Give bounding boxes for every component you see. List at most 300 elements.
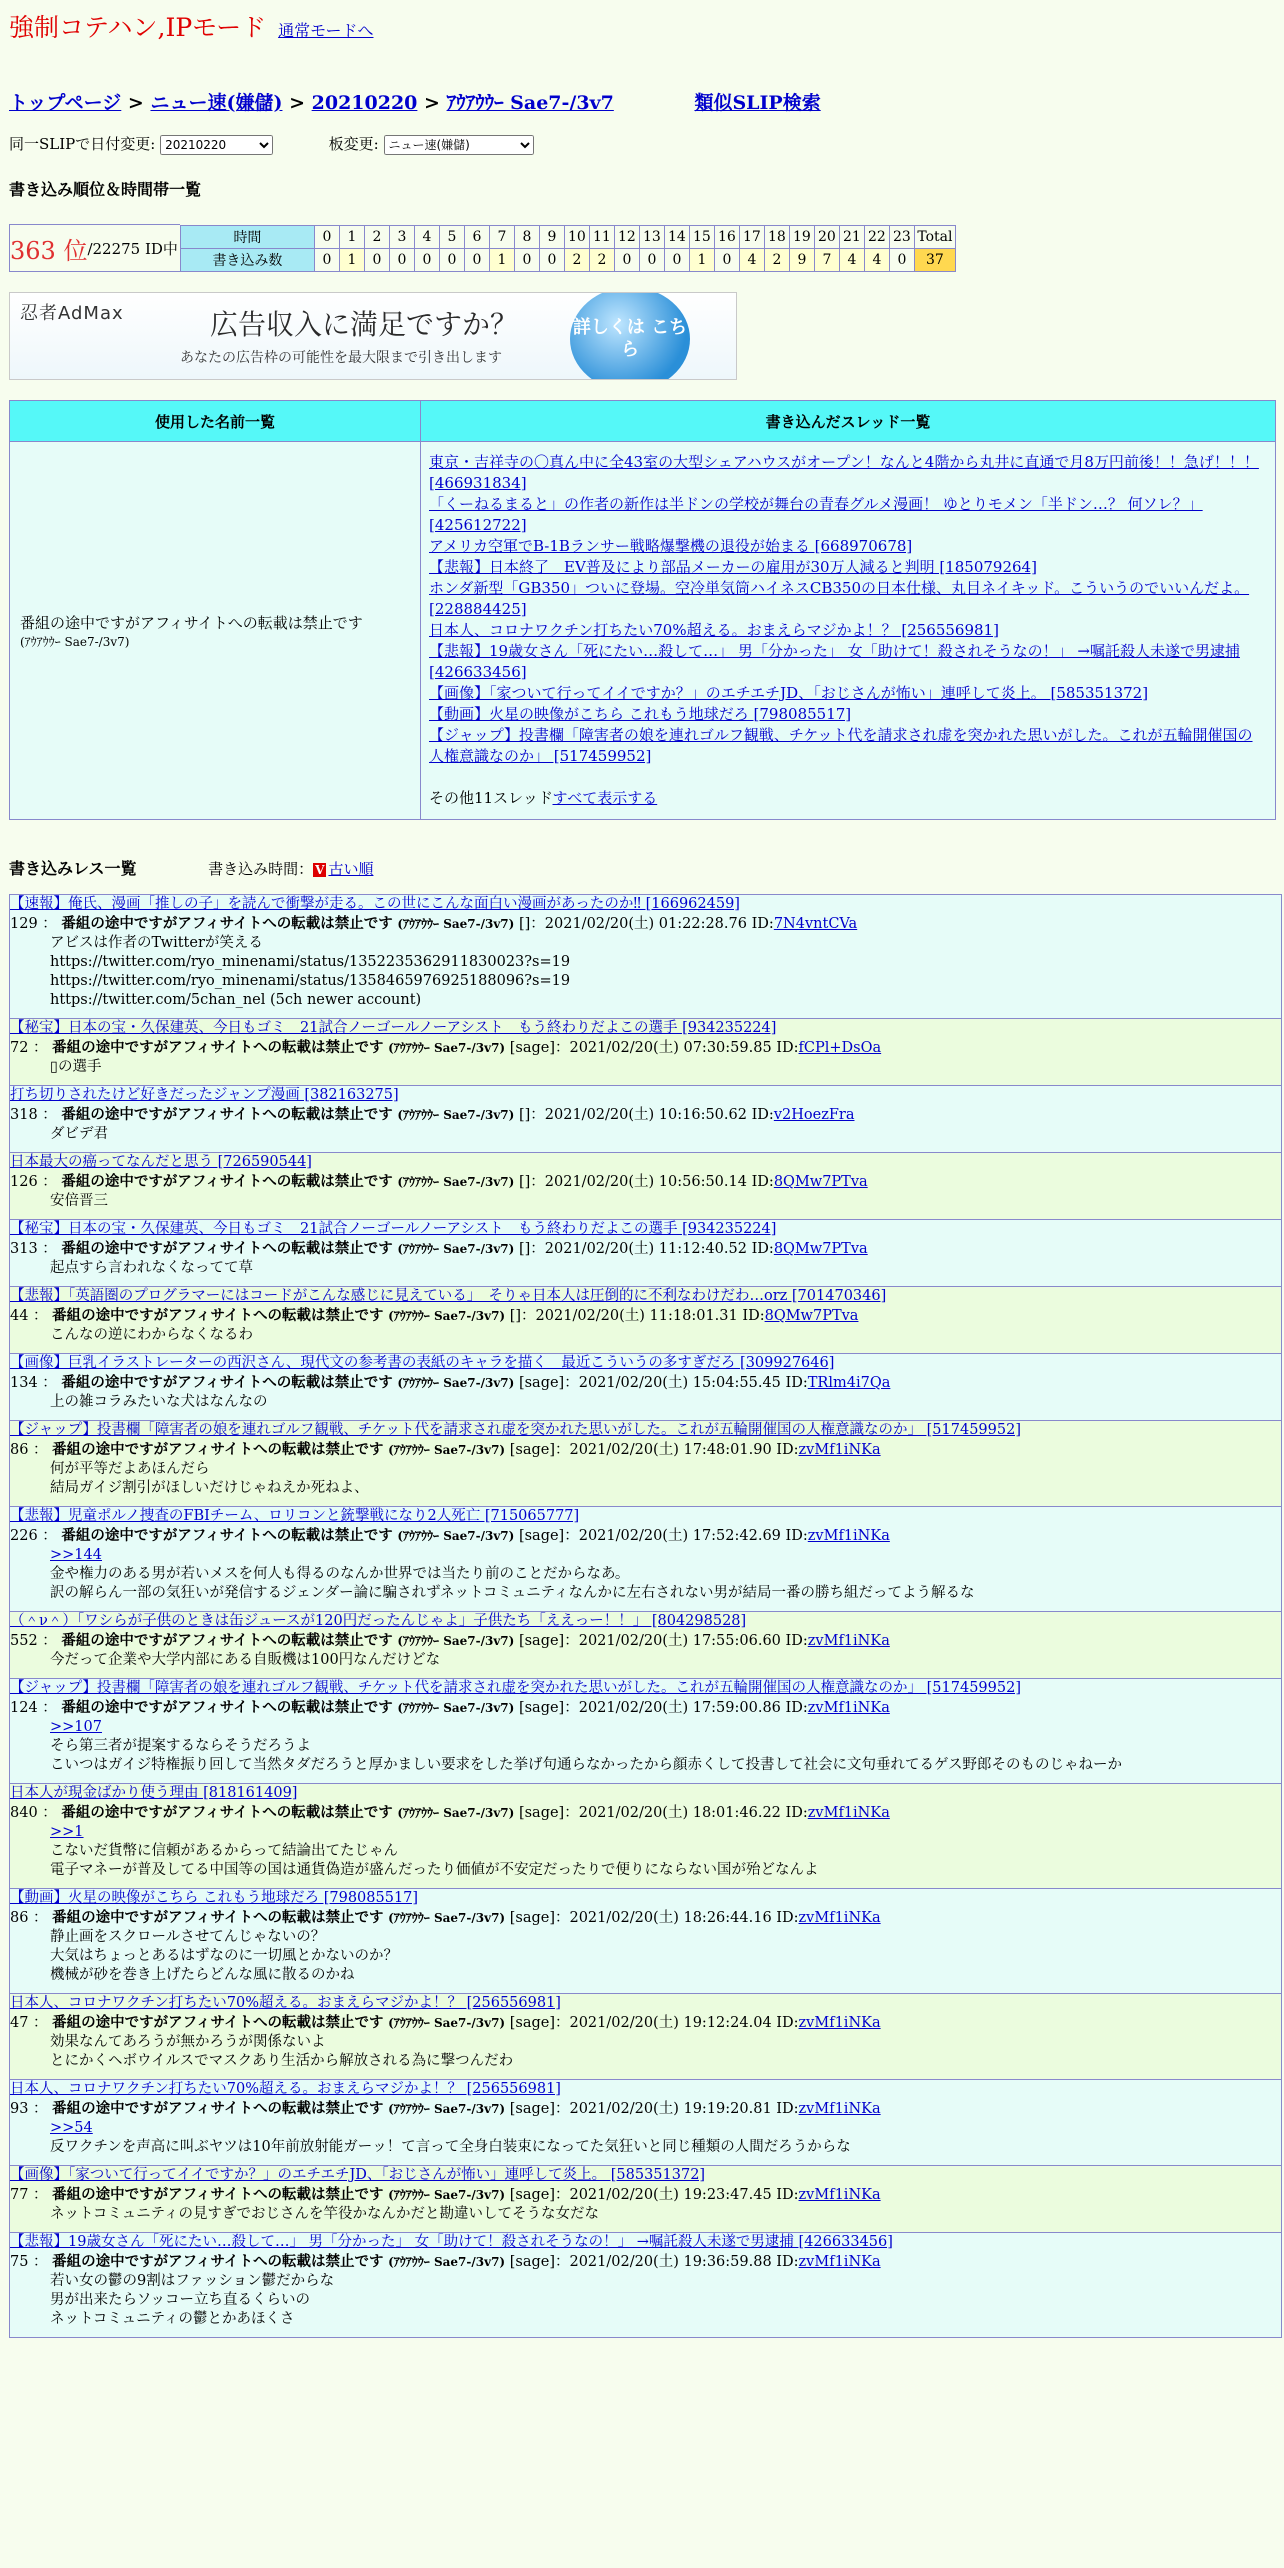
post-author-trip: (ｱｳｱｳｳｰ Sae7-/3v7) [397, 1108, 515, 1122]
post-id-link[interactable]: zvMf1iNKa [798, 2101, 881, 2117]
thread-link[interactable]: 【画像】「家ついて行ってイイですか？」のエチエチJD、「おじさんが怖い」連呼して炎上。 [585351372] [429, 684, 1149, 702]
post-mail: [sage] [509, 2254, 555, 2270]
show-all-link[interactable]: すべて表示する [552, 789, 658, 807]
post-item [9, 2079, 1282, 2166]
hour-cell: 8 [514, 225, 539, 248]
threads-column-header: 書き込んだスレッド一覧 [421, 401, 1276, 442]
post-number: 93 [10, 2101, 29, 2117]
breadcrumb-board[interactable]: ニュー速(嫌儲) [150, 92, 283, 114]
post-author-trip: (ｱｳｱｳｳｰ Sae7-/3v7) [397, 1376, 515, 1390]
post-author-trip: (ｱｳｱｳｳｰ Sae7-/3v7) [388, 2255, 506, 2269]
post-line: 何が平等だよあほんだら [50, 1461, 210, 1477]
post-thread-link[interactable]: 【ジャップ】投書欄「障害者の娘を連れゴルフ観戦、チケット代を請求され虚を突かれた思いがした。これが五輪開催国の人権意識なのか」 [517459952] [10, 1680, 1021, 1696]
similar-slip-search-link[interactable]: 類似SLIP検索 [694, 92, 821, 114]
hour-cell: 4 [414, 225, 439, 248]
hour-cell: 17 [739, 225, 764, 248]
threads-cell [421, 442, 1276, 820]
post-mail: [sage] [509, 2187, 555, 2203]
ad-headline: 広告収入に満足ですか？ [210, 308, 519, 341]
post-author-trip: (ｱｳｱｳｳｰ Sae7-/3v7) [388, 1911, 506, 1925]
hour-cell: 3 [389, 225, 414, 248]
posts-heading: 書き込みレス一覧 [9, 859, 137, 878]
post-mail: [] [518, 1241, 531, 1257]
post-thread-link[interactable]: （＾ν＾）「ワシらが子供のときは缶ジュースが120円だったんじゃよ」子供たち「ええっー！！」 [804298528] [10, 1613, 747, 1629]
hour-cell: 0 [314, 225, 339, 248]
post-datetime: 2021/02/20(土) 10:56:50.14 [544, 1174, 747, 1190]
post-mail: [sage] [518, 1375, 565, 1391]
post-author-name: 番組の途中ですがアフィサイトへの転載は禁止です [52, 2253, 384, 2270]
post-author-name: 番組の途中ですがアフィサイトへの転載は禁止です [61, 1173, 393, 1190]
count-cell: 0 [539, 248, 564, 271]
post-header: 86 ： 番組の途中ですがアフィサイトへの転載は禁止です (ｱｳｱｳｳｰ Sae7-/3v7) [sage]：2021/02/20(土) 17:48:01.90 ID:zvMf1iNKa [10, 1441, 881, 1458]
post-anchor-link[interactable]: >>107 [50, 1719, 102, 1735]
post-author-name: 番組の途中ですがアフィサイトへの転載は禁止です [61, 1804, 393, 1821]
post-author-name: 番組の途中ですがアフィサイトへの転載は禁止です [52, 1441, 384, 1458]
post-body [10, 2205, 1281, 2224]
post-author-trip: (ｱｳｱｳｳｰ Sae7-/3v7) [397, 1242, 515, 1256]
hour-cell: 2 [364, 225, 389, 248]
breadcrumb-sep: > [127, 92, 144, 114]
post-line: こいつはガイジ特権振り回して当然タダだろうと厚かましい要求をした挙げ句通らなかったから顔赤くして投書して社会に文句垂れてるゲス野郎そのものじゃねーか [50, 1757, 1122, 1773]
controls [9, 133, 1275, 155]
post-number: 77 [10, 2187, 29, 2203]
sort-v-icon: V [315, 863, 325, 877]
post-number: 86 [10, 1910, 29, 1926]
post-id-link[interactable]: 7N4vntCVa [773, 916, 858, 932]
post-datetime: 2021/02/20(土) 17:55:06.60 [578, 1633, 781, 1649]
post-datetime: 2021/02/20(土) 07:30:59.85 [569, 1040, 772, 1056]
post-author-name: 番組の途中ですがアフィサイトへの転載は禁止です [52, 2100, 384, 2117]
post-header: 129 ： 番組の途中ですがアフィサイトへの転載は禁止です (ｱｳｱｳｳｰ Sae7-/3v7) []：2021/02/20(土) 01:22:28.76 ID:7N4vntCVa [10, 915, 858, 932]
post-id-link[interactable]: 8QMw7PTva [773, 1174, 868, 1190]
hour-cell: 6 [464, 225, 489, 248]
post-item [9, 894, 1282, 1019]
posts-list [9, 894, 1282, 2338]
post-line: 上の雑コラみたいな犬はなんなの [50, 1394, 268, 1410]
post-datetime: 2021/02/20(土) 19:19:20.81 [569, 2101, 772, 2117]
post-id-link[interactable]: zvMf1iNKa [807, 1700, 890, 1716]
count-cell: 37 [914, 248, 955, 271]
sort-oldest-link[interactable]: 古い順 [328, 860, 374, 878]
post-line: https://twitter.com/5chan_nel (5ch newer account) [50, 992, 422, 1008]
thread-link[interactable]: 「くーねるまると」の作者の新作は半ドンの学校が舞台の青春グルメ漫画！ ゆとりモメン「半ドン…？ 何ソレ？」 [425612722] [429, 495, 1203, 534]
count-cell: 1 [689, 248, 714, 271]
post-author-name: 番組の途中ですがアフィサイトへの転載は禁止です [52, 1039, 384, 1056]
post-item [9, 2232, 1282, 2338]
other-threads [429, 788, 1267, 809]
count-cell: 0 [664, 248, 689, 271]
post-author-name: 番組の途中ですがアフィサイトへの転載は禁止です [61, 915, 393, 932]
post-author-name: 番組の途中ですがアフィサイトへの転載は禁止です [52, 1909, 384, 1926]
post-datetime: 2021/02/20(土) 01:22:28.76 [544, 916, 747, 932]
post-id-link[interactable]: TRlm4i7Qa [807, 1375, 891, 1391]
hour-cell: 19 [789, 225, 814, 248]
date-select[interactable] [160, 135, 273, 155]
post-author-name: 番組の途中ですがアフィサイトへの転載は禁止です [61, 1527, 393, 1544]
post-id-link[interactable]: v2HoezFra [773, 1107, 855, 1123]
post-line: そら第三者が提案するならそうだろうよ [50, 1738, 311, 1754]
post-header: 93 ： 番組の途中ですがアフィサイトへの転載は禁止です (ｱｳｱｳｳｰ Sae7-/3v7) [sage]：2021/02/20(土) 19:19:20.81 ID:zvMf1iNKa [10, 2100, 881, 2117]
post-author-name: 番組の途中ですがアフィサイトへの転載は禁止です [61, 1106, 393, 1123]
post-datetime: 2021/02/20(土) 11:18:01.31 [535, 1308, 738, 1324]
post-item [9, 1611, 1282, 1679]
post-thread-link[interactable]: 日本人、コロナワクチン打ちたい70%超える。おまえらマジかよ！？ [256556981] [10, 2081, 561, 2097]
post-number: 313 [10, 1241, 38, 1257]
post-author-trip: (ｱｳｱｳｳｰ Sae7-/3v7) [388, 2102, 506, 2116]
post-author-trip: (ｱｳｱｳｳｰ Sae7-/3v7) [388, 2188, 506, 2202]
breadcrumb [9, 88, 1275, 115]
post-line: 起点すら言われなくなってて草 [50, 1260, 253, 1276]
post-number: 47 [10, 2015, 29, 2031]
date-change-label: 同一SLIPで日付変更: [9, 135, 156, 153]
other-threads-text: その他11スレッド [429, 789, 553, 807]
count-cell: 4 [864, 248, 889, 271]
post-item [9, 1219, 1282, 1287]
post-thread-link[interactable]: 日本最大の癌ってなんだと思う [726590544] [10, 1154, 312, 1170]
post-body [10, 2272, 1281, 2329]
post-header: 552 ： 番組の途中ですがアフィサイトへの転載は禁止です (ｱｳｱｳｳｰ Sae7-/3v7) [sage]：2021/02/20(土) 17:55:06.60 ID:zvMf1iNKa [10, 1632, 890, 1649]
post-mail: [sage] [509, 1910, 555, 1926]
page-title [9, 8, 1275, 44]
post-item [9, 1152, 1282, 1220]
post-author-name: 番組の途中ですがアフィサイトへの転載は禁止です [61, 1699, 393, 1716]
post-number: 318 [10, 1107, 38, 1123]
post-header: 313 ： 番組の途中ですがアフィサイトへの転載は禁止です (ｱｳｱｳｳｰ Sae7-/3v7) []：2021/02/20(土) 11:12:40.52 ID:8QMw7PTva [10, 1240, 868, 1257]
post-line: 結局ガイジ割引がほしいだけじゃねえか死ねよ、 [50, 1480, 369, 1496]
hour-cell: 20 [814, 225, 839, 248]
post-header: 126 ： 番組の途中ですがアフィサイトへの転載は禁止です (ｱｳｱｳｳｰ Sae7-/3v7) []：2021/02/20(土) 10:56:50.14 ID:8QMw7PTva [10, 1173, 868, 1190]
thread-item [429, 725, 1267, 767]
post-item [9, 1506, 1282, 1612]
post-id-link[interactable]: 8QMw7PTva [773, 1241, 868, 1257]
post-anchor-link[interactable]: >>54 [50, 2120, 93, 2136]
post-id-link[interactable]: zvMf1iNKa [798, 2254, 881, 2270]
post-mail: [sage] [509, 2101, 555, 2117]
breadcrumb-sep: > [424, 92, 440, 114]
hour-cell: 16 [714, 225, 739, 248]
names-column-header: 使用した名前一覧 [10, 401, 421, 442]
post-line: https://twitter.com/ryo_minenami/status/1358465976925188096?s=19 [50, 973, 571, 989]
count-cell: 9 [789, 248, 814, 271]
post-line: アビスは作者のTwitterが笑える [50, 935, 263, 951]
post-number: 124 [10, 1700, 38, 1716]
post-line: 静止画をスクロールさせてんじゃないの？ [50, 1929, 326, 1945]
post-datetime: 2021/02/20(土) 19:23:47.45 [569, 2187, 772, 2203]
thread-list [429, 452, 1267, 767]
normal-mode-link[interactable]: 通常モードへ [278, 21, 374, 40]
rank-total: /22275 ID中 [87, 239, 178, 258]
post-number: 226 [10, 1528, 38, 1544]
post-thread-link[interactable]: 【秘宝】日本の宝・久保建英、今日もゴミ 21試合ノーゴールノーアシスト もう終わりだよこの選手 [934235224] [10, 1221, 777, 1237]
ad-subtext: あなたの広告枠の可能性を最大限まで引き出します [180, 350, 502, 366]
post-item [9, 1353, 1282, 1421]
post-number: 86 [10, 1442, 29, 1458]
post-thread-link[interactable]: 【画像】巨乳イラストレーターの西沢さん、現代文の参考書の表紙のキャラを描く 最近こういうの多すぎだろ [309927646] [10, 1355, 835, 1371]
post-item [9, 1018, 1282, 1086]
post-id-link[interactable]: zvMf1iNKa [807, 1633, 890, 1649]
thread-link[interactable]: 日本人、コロナワクチン打ちたい70%超える。おまえらマジかよ！？ [256556981] [429, 621, 999, 639]
name-cell [10, 442, 421, 820]
thread-item [429, 494, 1267, 536]
post-time-label: 書き込み時間： [208, 860, 314, 878]
hour-cell: 12 [614, 225, 639, 248]
hour-cell: 14 [664, 225, 689, 248]
post-number: 552 [10, 1633, 38, 1649]
hour-cell: 21 [839, 225, 864, 248]
post-header: 47 ： 番組の途中ですがアフィサイトへの転載は禁止です (ｱｳｱｳｳｰ Sae7-/3v7) [sage]：2021/02/20(土) 19:12:24.04 ID:zvMf1iNKa [10, 2014, 881, 2031]
post-author-trip: (ｱｳｱｳｳｰ Sae7-/3v7) [388, 1309, 506, 1323]
post-number: 129 [10, 916, 38, 932]
post-item [9, 1888, 1282, 1994]
post-body [10, 1928, 1281, 1985]
post-author-name: 番組の途中ですがアフィサイトへの転載は禁止です [61, 1632, 393, 1649]
post-datetime: 2021/02/20(土) 15:04:55.45 [578, 1375, 781, 1391]
post-id-link[interactable]: zvMf1iNKa [807, 1528, 890, 1544]
post-line: こないだ貨幣に信頼があるからって結論出てたじゃん [50, 1843, 398, 1859]
post-number: 75 [10, 2254, 29, 2270]
post-header: 72 ： 番組の途中ですがアフィサイトへの転載は禁止です (ｱｳｱｳｳｰ Sae7-/3v7) [sage]：2021/02/20(土) 07:30:59.85 ID:fCPl+DsOa [10, 1039, 882, 1056]
hour-cell: 5 [439, 225, 464, 248]
hour-cell: 7 [489, 225, 514, 248]
post-datetime: 2021/02/20(土) 17:52:42.69 [578, 1528, 781, 1544]
post-number: 134 [10, 1375, 38, 1391]
post-body [10, 1125, 1281, 1144]
time-label: 時間 [180, 225, 314, 248]
breadcrumb-date[interactable]: 20210220 [311, 92, 418, 114]
post-number: 72 [10, 1040, 29, 1056]
post-line: ネットコミュニティの鬱とかあほくさ [50, 2311, 295, 2327]
count-cell: 1 [339, 248, 364, 271]
post-thread-link[interactable]: 【悲報】児童ポルノ捜査のFBIチーム、ロリコンと銃撃戦になり2人死亡 [715065777] [10, 1508, 580, 1524]
post-thread-link[interactable]: 【秘宝】日本の宝・久保建英、今日もゴミ 21試合ノーゴールノーアシスト もう終わりだよこの選手 [934235224] [10, 1020, 777, 1036]
rank-box [9, 224, 180, 272]
breadcrumb-top[interactable]: トップページ [9, 92, 122, 114]
post-author-trip: (ｱｳｱｳｳｰ Sae7-/3v7) [388, 1041, 506, 1055]
post-body [10, 1192, 1281, 1211]
post-author-trip: (ｱｳｱｳｳｰ Sae7-/3v7) [397, 917, 515, 931]
post-mail: [] [509, 1308, 522, 1324]
post-author-trip: (ｱｳｱｳｳｰ Sae7-/3v7) [397, 1529, 515, 1543]
post-thread-link[interactable]: 【悲報】19歳女さん「死にたい…殺して…」 男「分かった」 女「助けて！殺されそうなの！」 →嘱託殺人未遂で男逮捕 [426633456] [10, 2234, 893, 2250]
post-datetime: 2021/02/20(土) 17:48:01.90 [569, 1442, 772, 1458]
count-label: 書き込み数 [180, 248, 314, 271]
post-author-trip: (ｱｳｱｳｳｰ Sae7-/3v7) [397, 1806, 515, 1820]
post-line: 機械が砂を巻き上げたらどんな風に散るのかね [50, 1967, 355, 1983]
count-cell: 0 [639, 248, 664, 271]
post-line: 男が出来たらソッコー立ち直るくらいの [50, 2292, 310, 2308]
post-number: 44 [10, 1308, 29, 1324]
post-header: 124 ： 番組の途中ですがアフィサイトへの転載は禁止です (ｱｳｱｳｳｰ Sae7-/3v7) [sage]：2021/02/20(土) 17:59:00.86 ID:zvMf1iNKa [10, 1699, 890, 1716]
thread-item [429, 641, 1267, 683]
post-line: 訳の解らん一部の気狂いが発信するジェンダー論に騙されずネットコミュニティなんかに左右されない男が結局一番の勝ち組だってよう解るな [50, 1585, 975, 1601]
post-datetime: 2021/02/20(土) 10:16:50.62 [544, 1107, 747, 1123]
post-line: ダビデ君 [50, 1126, 108, 1142]
post-mail: [sage] [518, 1633, 565, 1649]
mode-title: 強制コテハン,IPモード [9, 13, 267, 42]
thread-item [429, 620, 1267, 641]
breadcrumb-slip[interactable]: ｱｳｱｳｳｰ Sae7-/3v7 [446, 92, 614, 114]
post-line: こんなの逆にわからなくなるわ [50, 1327, 253, 1343]
count-cell: 0 [614, 248, 639, 271]
post-author-name: 番組の途中ですがアフィサイトへの転載は禁止です [61, 1240, 393, 1257]
post-author-trip: (ｱｳｱｳｳｰ Sae7-/3v7) [397, 1701, 515, 1715]
names-threads-table [9, 400, 1276, 820]
post-thread-link[interactable]: 日本人が現金ばかり使う理由 [818161409] [10, 1785, 298, 1801]
count-cell: 0 [464, 248, 489, 271]
post-item [9, 1678, 1282, 1784]
post-body [10, 1651, 1281, 1670]
post-thread-link[interactable]: 【悲報】「英語圏のプログラマーにはコードがこんな感じに見えている」 そりゃ日本人は圧倒的に不利なわけだわ…orz [701470346] [10, 1288, 887, 1304]
post-header: 318 ： 番組の途中ですがアフィサイトへの転載は禁止です (ｱｳｱｳｳｰ Sae7-/3v7) []：2021/02/20(土) 10:16:50.62 ID:v2HoezFra [10, 1106, 855, 1123]
thread-item [429, 704, 1267, 725]
count-cell: 7 [814, 248, 839, 271]
post-id-link[interactable]: fCPl+DsOa [798, 1040, 882, 1056]
post-mail: [sage] [518, 1528, 565, 1544]
post-body [10, 1326, 1281, 1345]
post-item [9, 1085, 1282, 1153]
post-line: 若い女の鬱の9割はファッション鬱だからな [50, 2273, 335, 2289]
post-item [9, 1993, 1282, 2080]
hour-cell: Total [914, 225, 955, 248]
thread-item [429, 578, 1267, 620]
count-cell: 2 [764, 248, 789, 271]
count-cell: 1 [489, 248, 514, 271]
thread-item [429, 452, 1267, 494]
thread-item [429, 683, 1267, 704]
hour-cell: 23 [889, 225, 914, 248]
post-anchor-link[interactable]: >>144 [50, 1547, 102, 1563]
post-body [10, 1460, 1281, 1498]
post-body [10, 1259, 1281, 1278]
post-line: https://twitter.com/ryo_minenami/status/1352235362911830023?s=19 [50, 954, 571, 970]
post-id-link[interactable]: zvMf1iNKa [807, 1805, 890, 1821]
hour-cell: 15 [689, 225, 714, 248]
board-change-label: 板変更: [328, 135, 379, 153]
post-author-name: 番組の途中ですがアフィサイトへの転載は禁止です [61, 1374, 393, 1391]
thread-link[interactable]: アメリカ空軍でB-1Bランサー戦略爆撃機の退役が始まる [668970678] [429, 537, 913, 555]
board-select[interactable] [384, 135, 534, 155]
post-mail: [sage] [518, 1700, 565, 1716]
post-line: 金や権力のある男が若いメスを何人も得るのなんか世界では当たり前のことだからなあ。 [50, 1566, 630, 1582]
post-header: 86 ： 番組の途中ですがアフィサイトへの転載は禁止です (ｱｳｱｳｳｰ Sae7-/3v7) [sage]：2021/02/20(土) 18:26:44.16 ID:zvMf1iNKa [10, 1909, 881, 1926]
thread-link[interactable]: 【ジャップ】投書欄「障害者の娘を連れゴルフ観戦、チケット代を請求され虚を突かれた思いがした。これが五輪開催国の人権意識なのか」 [517459952] [429, 726, 1253, 765]
post-line: ネットコミュニティの見すぎでおじさんを竿役かなんかだと勘違いしてそうな女だな [50, 2206, 599, 2222]
post-thread-link[interactable]: 日本人、コロナワクチン打ちたい70%超える。おまえらマジかよ！？ [256556981] [10, 1995, 561, 2011]
post-line: 大気はちょっとあるはずなのに一切風とかないのか？ [50, 1948, 398, 1964]
post-thread-link[interactable]: 【動画】火星の映像がこちら これもう地球だろ [798085517] [10, 1890, 419, 1906]
post-item [9, 1783, 1282, 1889]
post-mail: [] [518, 1174, 531, 1190]
post-author-trip: (ｱｳｱｳｳｰ Sae7-/3v7) [388, 1443, 506, 1457]
post-header: 840 ： 番組の途中ですがアフィサイトへの転載は禁止です (ｱｳｱｳｳｰ Sae7-/3v7) [sage]：2021/02/20(土) 18:01:46.22 ID:zvMf1iNKa [10, 1804, 890, 1821]
hour-cell: 10 [564, 225, 589, 248]
used-name: 番組の途中ですがアフィサイトへの転載は禁止です [20, 613, 363, 632]
hours-row [180, 225, 955, 248]
thread-item [429, 557, 1267, 578]
hour-cell: 22 [864, 225, 889, 248]
count-cell: 2 [564, 248, 589, 271]
post-id-link[interactable]: 8QMw7PTva [764, 1308, 859, 1324]
post-id-link[interactable]: zvMf1iNKa [798, 2015, 881, 2031]
post-body [10, 2119, 1281, 2157]
thread-link[interactable]: 【悲報】19歳女さん「死にたい…殺して…」 男「分かった」 女「助けて！殺されそうなの！」 →嘱託殺人未遂で男逮捕 [426633456] [429, 642, 1240, 681]
post-item [9, 1420, 1282, 1507]
post-line: 安倍晋三 [50, 1193, 108, 1209]
used-trip: (ｱｳｱｳｳｰ Sae7-/3v7) [20, 634, 130, 649]
count-cell: 0 [314, 248, 339, 271]
counts-row [180, 248, 955, 271]
post-header: 77 ： 番組の途中ですがアフィサイトへの転載は禁止です (ｱｳｱｳｳｰ Sae7-/3v7) [sage]：2021/02/20(土) 19:23:47.45 ID:zvMf1iNKa [10, 2186, 881, 2203]
post-header: 226 ： 番組の途中ですがアフィサイトへの転載は禁止です (ｱｳｱｳｳｰ Sae7-/3v7) [sage]：2021/02/20(土) 17:52:42.69 ID:zvMf1iNKa [10, 1527, 890, 1544]
post-author-name: 番組の途中ですがアフィサイトへの転載は禁止です [52, 2186, 384, 2203]
post-datetime: 2021/02/20(土) 18:01:46.22 [578, 1805, 781, 1821]
count-cell: 0 [714, 248, 739, 271]
count-cell: 0 [889, 248, 914, 271]
ad-brand: 忍者AdMax [20, 303, 124, 324]
post-mail: [sage] [518, 1805, 565, 1821]
count-cell: 0 [514, 248, 539, 271]
hour-cell: 18 [764, 225, 789, 248]
post-body [10, 2033, 1281, 2071]
post-number: 840 [10, 1805, 38, 1821]
post-id-link[interactable]: zvMf1iNKa [798, 1442, 881, 1458]
post-line: 電子マネーが普及してる中国等の国は通貨偽造が盛んだったり価値が不安定だったりで便りにならない国が殆どなんよ [50, 1862, 819, 1878]
ad-banner[interactable] [9, 292, 737, 380]
thread-link[interactable]: 東京・吉祥寺の〇真ん中に全43室の大型シェアハウスがオープン！なんと4階から丸井に直通で月8万円前後！！急げ！！！ [466931834] [429, 453, 1259, 492]
post-body [10, 934, 1281, 1010]
post-header: 134 ： 番組の途中ですがアフィサイトへの転載は禁止です (ｱｳｱｳｳｰ Sae7-/3v7) [sage]：2021/02/20(土) 15:04:55.45 ID:TRlm4i7Qa [10, 1374, 891, 1391]
post-mail: [sage] [509, 1442, 555, 1458]
post-header: 75 ： 番組の途中ですがアフィサイトへの転載は禁止です (ｱｳｱｳｳｰ Sae7-/3v7) [sage]：2021/02/20(土) 19:36:59.88 ID:zvMf1iNKa [10, 2253, 881, 2270]
count-cell: 4 [839, 248, 864, 271]
post-author-trip: (ｱｳｱｳｳｰ Sae7-/3v7) [397, 1175, 515, 1189]
post-number: 126 [10, 1174, 38, 1190]
thread-link[interactable]: 【悲報】日本終了 EV普及により部品メーカーの雇用が30万人減ると判明 [185079264] [429, 558, 1037, 576]
hourly-table [180, 225, 956, 272]
post-mail: [sage] [509, 2015, 555, 2031]
post-datetime: 2021/02/20(土) 17:59:00.86 [578, 1700, 781, 1716]
post-line: とにかくヘボウイルスでマスクあり生活から解放される為に撃つんだわ [50, 2053, 514, 2069]
ad-cta-button[interactable]: 詳しくは こちら [570, 292, 690, 380]
thread-item [429, 536, 1267, 557]
post-author-name: 番組の途中ですがアフィサイトへの転載は禁止です [52, 2014, 384, 2031]
count-cell: 4 [739, 248, 764, 271]
post-datetime: 2021/02/20(土) 18:26:44.16 [569, 1910, 772, 1926]
thread-link[interactable]: 【動画】火星の映像がこちら これもう地球だろ [798085517] [429, 705, 852, 723]
count-cell: 0 [414, 248, 439, 271]
post-thread-link[interactable]: 【ジャップ】投書欄「障害者の娘を連れゴルフ観戦、チケット代を請求され虚を突かれた思いがした。これが五輪開催国の人権意識なのか」 [517459952] [10, 1422, 1021, 1438]
post-body [10, 1823, 1281, 1880]
ranking-row [9, 224, 1275, 272]
post-body [10, 1546, 1281, 1603]
post-author-trip: (ｱｳｱｳｳｰ Sae7-/3v7) [397, 1634, 515, 1648]
count-cell: 0 [439, 248, 464, 271]
hour-cell: 11 [589, 225, 614, 248]
thread-link[interactable]: ホンダ新型「GB350」ついに登場。空冷単気筒ハイネスCB350の日本仕様、丸目ネイキッド。こういうのでいいんだよ。 [228884425] [429, 579, 1250, 618]
post-body [10, 1718, 1281, 1775]
post-id-link[interactable]: zvMf1iNKa [798, 1910, 881, 1926]
count-cell: 0 [389, 248, 414, 271]
post-thread-link[interactable]: 打ち切りされたけど好きだったジャンプ漫画 [382163275] [10, 1087, 399, 1103]
post-id-link[interactable]: zvMf1iNKa [798, 2187, 881, 2203]
post-thread-link[interactable]: 【画像】「家ついて行ってイイですか？」のエチエチJD、「おじさんが怖い」連呼して炎上。 [585351372] [10, 2167, 706, 2183]
post-mail: [] [518, 1107, 531, 1123]
post-line: 今だって企業や大学内部にある自販機は100円なんだけどな [50, 1652, 441, 1668]
post-thread-link[interactable]: 【速報】俺氏、漫画「推しの子」を読んで衝撃が走る。この世にこんな面白い漫画があったのか‼︎ [166962459] [10, 896, 740, 912]
post-anchor-link[interactable]: >>1 [50, 1824, 84, 1840]
breadcrumb-sep: > [289, 92, 305, 114]
post-line: 反ワクチンを声高に叫ぶヤツは10年前放射能ガーッ！て言って全身白装束になってた気狂いと同じ種類の人間だろうからな [50, 2139, 851, 2155]
